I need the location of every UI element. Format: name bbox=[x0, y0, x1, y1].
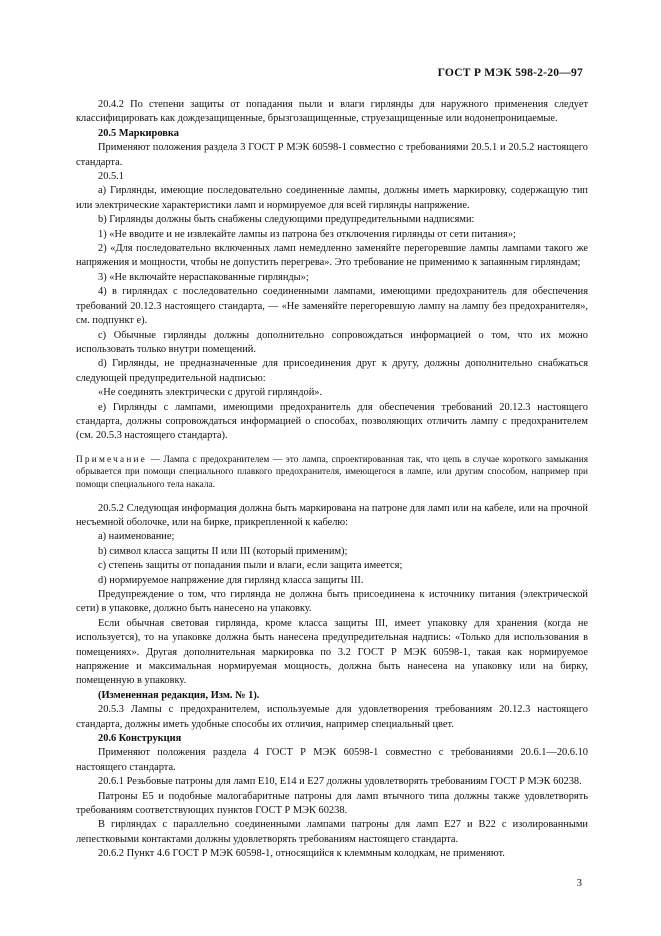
page-content bbox=[76, 98, 588, 862]
paragraph-p12: d) Гирлянды, не предназначенные для присоединения друг к другу, должны дополнительно снабжаться следующей предупредительной надписью: bbox=[76, 358, 588, 384]
paragraph-q14: В гирляндах с параллельно соединенными лампами патроны для ламп Е27 и В22 с изолированными лепестковыми контактами должны удовлетворять требованиям настоящего стандарта. bbox=[76, 819, 588, 845]
paragraph-p5: a) Гирлянды, имеющие последовательно соединенные лампы, должны иметь маркировку, содержащую тип или электрические характеристики ламп и нормируемое для всей гирлянды напряжение. bbox=[76, 185, 588, 211]
note-paragraph bbox=[76, 454, 588, 492]
paragraph-p10: 4) в гирляндах с последовательно соединенными лампами, имеющими предохранитель для обеспечения требований 20.12.3 настоящего стандарта, — «Не заменяйте перегоревшую лампу на лампу без предохранителя», см. подпункт е). bbox=[76, 286, 588, 327]
paragraph-q13: Патроны Е5 и подобные малогабаритные патроны для ламп втычного типа должны также удовлетворять требованиям соответствующих пунктов ГОСТ Р МЭК 60238. bbox=[76, 790, 588, 817]
paragraph-p1: 20.4.2 По степени защиты от попадания пыли и влаги гирлянды для наружного применения следует классифицировать как дождезащищенные, брызгозащищенные, струезащищенные или водонепроницаемые. bbox=[76, 99, 588, 125]
paragraph-p2: 20.5 Маркировка bbox=[98, 127, 179, 139]
paragraph-q5: d) нормируемое напряжение для гирлянд класса защиты III. bbox=[98, 574, 364, 586]
paragraph-q6: Предупреждение о том, что гирлянда не должна быть присоединена к источнику питания (электрической сети) в упаковке, должно быть нанесено на упаковку. bbox=[76, 588, 588, 615]
note-label: Примечание bbox=[76, 454, 147, 465]
paragraph-q1: 20.5.2 Следующая информация должна быть маркирована на патроне для ламп или на кабеле, или на прочной несъемной оболочке, или на бирке, прикрепленной к кабелю: bbox=[76, 502, 588, 528]
paragraph-q7: Если обычная световая гирлянда, кроме класса защиты III, имеет упаковку для хранения (когда не используется), то на упаковке должна быть нанесена предупредительная надпись: «Только для использования в помещениях». Другая дополнительная маркировка по 3.2 ГОСТ Р МЭК 60598-1, такая как нормируемое напряжение и максимальная нормируемая мощность, должна быть нанесена на упаковку или на бирку, помещенную в упаковку. bbox=[76, 617, 588, 687]
paragraph-q3: b) символ класса защиты II или III (который применим); bbox=[98, 545, 348, 557]
page-header-title: ГОСТ Р МЭК 598-2-20—97 bbox=[437, 66, 583, 79]
paragraph-p3: Применяют положения раздела 3 ГОСТ Р МЭК 60598-1 совместно с требованиями 20.5.1 и 20.5.2 настоящего стандарта. bbox=[76, 142, 588, 168]
paragraph-block-1 bbox=[76, 98, 588, 444]
paragraph-q8: (Измененная редакция, Изм. № 1). bbox=[98, 689, 260, 701]
paragraph-p13: «Не соединять электрически с другой гирляндой». bbox=[98, 387, 323, 399]
page-number: 3 bbox=[576, 878, 582, 889]
paragraph-q15: 20.6.2 Пункт 4.6 ГОСТ Р МЭК 60598-1, относящийся к клеммным колодкам, не применяют. bbox=[98, 848, 505, 860]
paragraph-p14: e) Гирлянды с лампами, имеющими предохранитель для обеспечения требований 20.12.3 настоящего стандарта, должны сопровождаться информацией о способах, позволяющих отличить лампу с предохранителем (см. 20.5.3 настоящего стандарта). bbox=[76, 401, 588, 442]
paragraph-block-2 bbox=[76, 502, 588, 862]
paragraph-p8: 2) «Для последовательно включенных ламп немедленно заменяйте перегоревшие лампы лампами такого же напряжения и мощности, чтобы не допустить перегрева». Это требование не применимо к запаянным гирляндам; bbox=[76, 243, 588, 269]
note-text: — Лампа с предохранителем — это лампа, спроектированная так, что цепь в случае короткого замыкания обрывается при помощи специального плавкого предохранителя, имеющегося в лампе, или другим способом, например при помощи специального тела накала. bbox=[76, 454, 588, 490]
paragraph-q11: Применяют положения раздела 4 ГОСТ Р МЭК 60598-1 совместно с требованиями 20.6.1—20.6.10 настоящего стандарта. bbox=[76, 747, 588, 773]
paragraph-p7: 1) «Не вводите и не извлекайте лампы из патрона без отключения гирлянды от сети питания»; bbox=[98, 228, 516, 240]
paragraph-p6: b) Гирлянды должны быть снабжены следующими предупредительными надписями: bbox=[98, 214, 475, 226]
paragraph-p4: 20.5.1 bbox=[98, 171, 124, 183]
paragraph-p11: c) Обычные гирлянды должны дополнительно сопровождаться информацией о том, что их можно использовать только внутри помещений. bbox=[76, 329, 588, 355]
paragraph-q2: a) наименование; bbox=[98, 531, 175, 543]
paragraph-q4: c) степень защиты от попадания пыли и влаги, если защита имеется; bbox=[98, 560, 403, 572]
paragraph-q12: 20.6.1 Резьбовые патроны для ламп Е10, Е14 и Е27 должны удовлетворять требованиям ГОСТ Р МЭК 60238. bbox=[98, 776, 582, 788]
paragraph-q10: 20.6 Конструкция bbox=[98, 733, 182, 745]
paragraph-p9: 3) «Не включайте нераспакованные гирлянды»; bbox=[98, 271, 309, 283]
paragraph-q9: 20.5.3 Лампы с предохранителем, используемые для удовлетворения требованиям 20.12.3 настоящего стандарта, должны иметь удобные способы их отличия, например специальный цвет. bbox=[76, 704, 588, 730]
